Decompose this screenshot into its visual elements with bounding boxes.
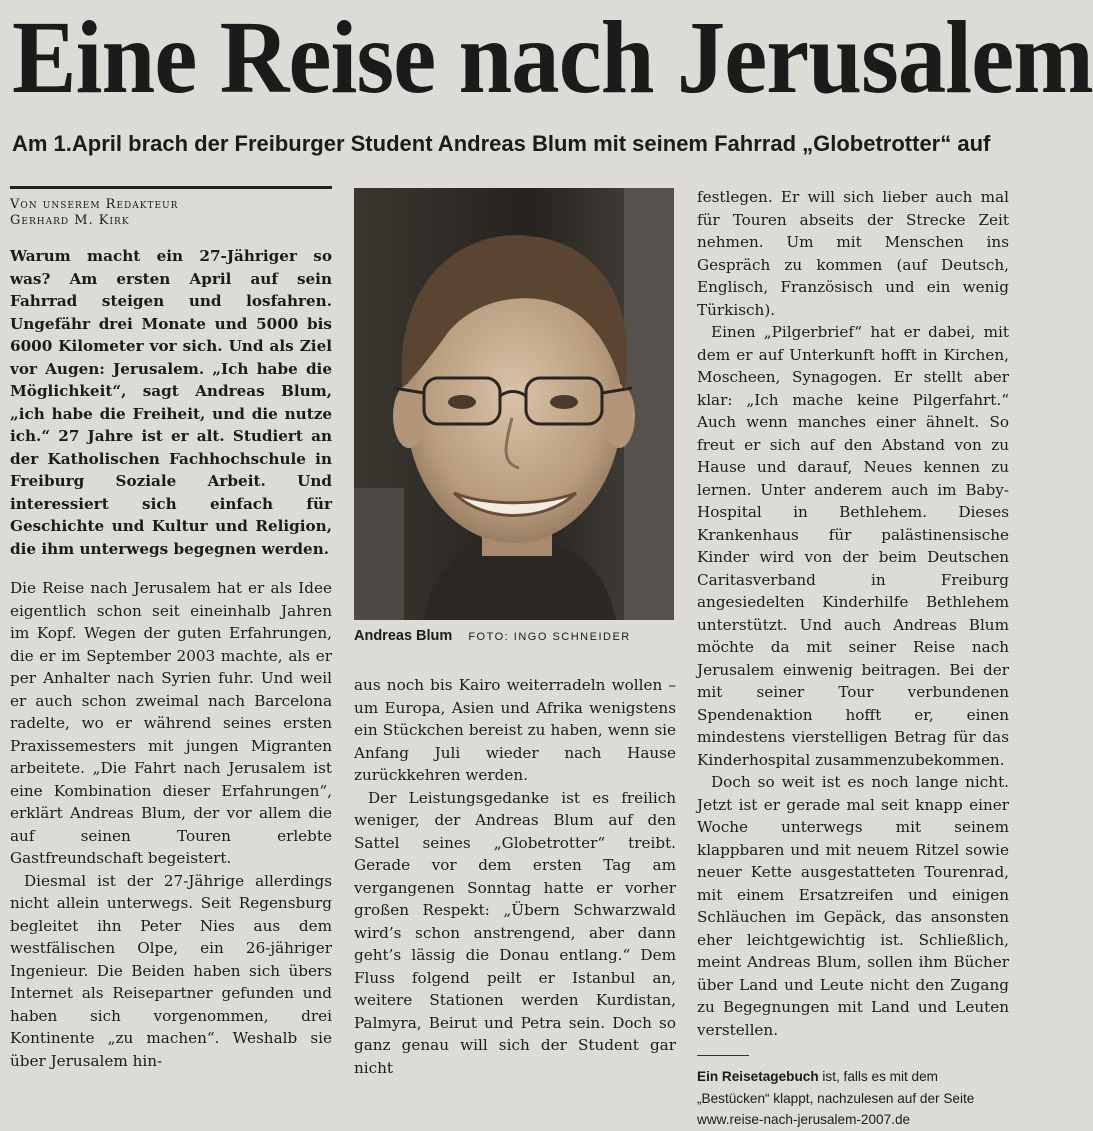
byline-line-1: Von unserem Redakteur — [10, 197, 179, 212]
infobox — [697, 1066, 1009, 1131]
body-paragraph: Doch so weit ist es noch lange nicht. Jetzt ist er gerade mal seit knapp einer Woche unterwegs mit seinem klappbaren und mit neuem Ritzel sowie neuer Kette ausgestatteten Tourenrad, mit einem Ersatzreifen und einigen Schläuchen im Gepäck, das ansonsten eher leichtgewichtig ist. Schließlich, meint Andreas Blum, sollen ihm Bücher über Land und Leute nicht den Zugang zu Begegnungen mit Land und Leuten verstellen. — [697, 773, 1009, 1039]
body-paragraph: aus noch bis Kairo weiterradeln wollen – um Europa, Asien und Afrika wenigstens ein Stückchen bereist zu haben, wenn sie Anfang Juli wieder nach Hause zurückkehren werden. — [354, 676, 676, 784]
column-2 — [354, 674, 676, 1077]
lead-paragraph: Warum macht ein 27-Jähriger so was? Am ersten April auf sein Fahrrad steigen und losfahren. Ungefähr drei Monate und 5000 bis 6000 Kilometer vor sich. Und als Ziel vor Augen: Jerusalem. „Ich habe die Möglichkeit“, sagt Andreas Blum,„ich habe die Freiheit, und die nutze ich.“ 27 Jahre ist er alt. Studiert an der Katholischen Fachhochschule in Freiburg Soziale Arbeit. Und interessiert sich einfach für Geschichte und Kultur und Religion, die ihm unterwegs begegnen werden. — [10, 247, 332, 558]
byline-rule — [10, 186, 332, 189]
byline-line-2: Gerhard M. Kirk — [10, 213, 130, 228]
body-paragraph: Diesmal ist der 27-Jährige allerdings nicht allein unterwegs. Seit Regensburg begleitet ihn Peter Nies aus dem westfälischen Olpe, ein 26-jähriger Ingenieur. Die Beiden haben sich übers Internet als Reisepartner gefunden und haben sich vorgenommen, drei Kontinente „zu machen“. Weshalb sie über Jerusalem hin- — [10, 871, 332, 1070]
body-paragraph: Einen „Pilgerbrief“ hat er dabei, mit dem er auf Unterkunft hofft in Kirchen, Moscheen, Synagogen. Er stellt aber klar: „Ich mache keine Pilgerfahrt.“ Auch wenn manches einer ähnelt. So freut er sich auf den Abstand von zu Hause und darauf, Neues kennen zu lernen. Unter anderem auch im Baby-Hospital in Bethlehem. Dieses Krankenhaus für palästinensische Kinder wird von der beim Deutschen Caritasverband in Freiburg angesiedelten Kinderhilfe Bethlehem unterstützt. Und auch Andreas Blum möchte da mit seiner Reise nach Jerusalem einwenig beitragen. Bei der mit seiner Tour verbundenen Spendenaktion hofft er, einen mindestens vierstelligen Betrag für das Kinderhospital zusammenzubekommen. — [697, 323, 1009, 769]
caption-name: Andreas Blum — [354, 628, 453, 644]
infobox-rule — [697, 1055, 749, 1056]
body-paragraph: Der Leistungsgedanke ist es freilich weniger, der Andreas Blum auf den Sattel seines „Globetrotter“ treibt. Gerade vor dem ersten Tag am vergangenen Sonntag hatte er vorher großen Respekt: „Übern Schwarzwald wird’s schon anstrengend, aber dann geht’s lässig die Donau entlang.“ Dem Fluss folgend peilt er Istanbul an, weitere Stationen werden Kurdistan, Palmyra, Beirut und Petra sein. Doch so ganz genau will sich der Student gar nicht — [354, 788, 676, 1077]
infobox-title: Ein Reisetagebuch — [697, 1069, 819, 1084]
photo-caption — [354, 626, 676, 647]
portrait-illustration — [354, 188, 674, 620]
caption-credit: FOTO: INGO SCHNEIDER — [468, 631, 631, 643]
column-3 — [697, 186, 1009, 1127]
portrait-photo — [354, 188, 674, 620]
body-paragraph: festlegen. Er will sich lieber auch mal für Touren abseits der Strecke Zeit nehmen. Um mit Menschen ins Gespräch zu kommen (auf Deutsch, Englisch, Französisch und ein wenig Türkisch). — [697, 188, 1009, 319]
infobox-text: ist, falls es mit dem „Bestücken“ klappt, nachzulesen auf der Seite www.reise-nach-jerusalem-2007.de — [697, 1069, 975, 1127]
body-paragraph: Die Reise nach Jerusalem hat er als Idee eigentlich schon seit eineinhalb Jahren im Kopf. Wegen der guten Erfahrungen, die er im September 2003 machte, als er per Anhalter nach Syrien fuhr. Und weil er auch schon zweimal nach Barcelona radelte, wo er während seines ersten Praxissemesters mit jungen Migranten arbeitete. „Die Fahrt nach Jerusalem ist eine Kombination dieser Erfahrungen“, erklärt Andreas Blum, der vor allem die auf seinen Touren erlebte Gastfreundschaft begeistert. — [10, 579, 332, 867]
headline: Eine Reise nach Jerusalem — [12, 0, 1093, 115]
column-1 — [10, 186, 332, 1070]
byline — [10, 197, 332, 229]
subheadline: Am 1.April brach der Freiburger Student Andreas Blum mit seinem Fahrrad „Globetrotter“ auf — [12, 131, 991, 156]
